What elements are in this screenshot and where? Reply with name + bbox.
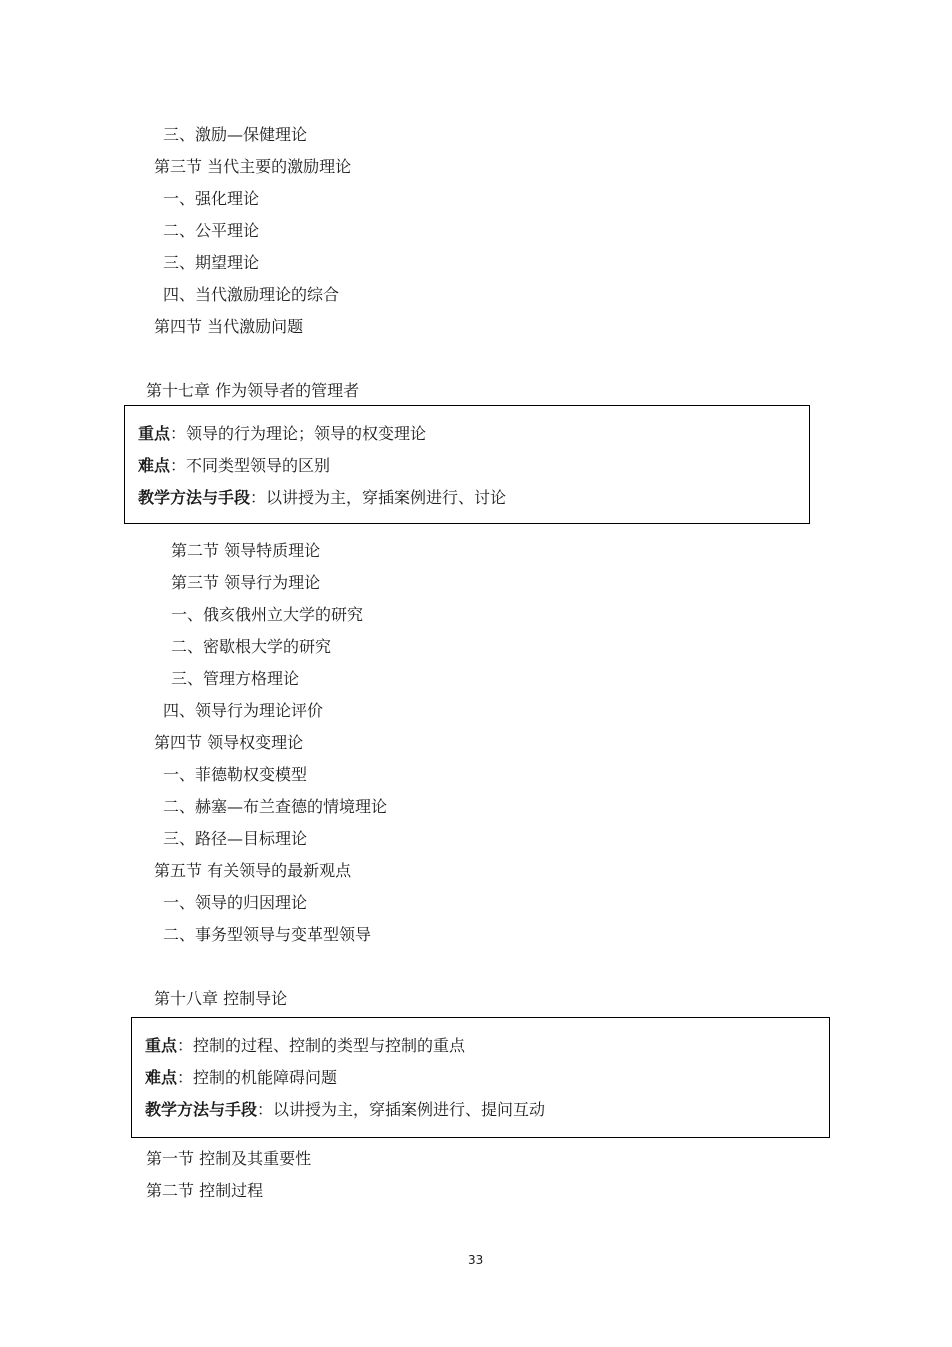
section-heading: 第一节 控制及其重要性 <box>146 1149 312 1168</box>
outline-item: 一、菲德勒权变模型 <box>163 765 308 784</box>
chapter-title: 第十八章 控制导论 <box>154 989 288 1008</box>
section-heading: 第三节 领导行为理论 <box>171 573 321 592</box>
key-label: 重点 <box>138 424 171 443</box>
key-text: ：领导的行为理论；领导的权变理论 <box>170 424 427 443</box>
outline-item: 二、赫塞—布兰查德的情境理论 <box>163 797 388 816</box>
outline-item: 二、密歇根大学的研究 <box>171 637 332 656</box>
section-heading: 第五节 有关领导的最新观点 <box>154 861 352 880</box>
difficult-label: 难点 <box>145 1068 178 1087</box>
difficult-text: ：不同类型领导的区别 <box>170 456 331 475</box>
teaching-method <box>138 488 506 508</box>
teaching-method <box>145 1100 545 1120</box>
section-heading: 第四节 当代激励问题 <box>154 317 304 336</box>
chapter18-summary-box <box>131 1017 830 1138</box>
page-number: 33 <box>468 1253 484 1267</box>
outline-item: 二、事务型领导与变革型领导 <box>163 925 372 944</box>
outline-item: 三、期望理论 <box>163 253 260 272</box>
difficult-label: 难点 <box>138 456 171 475</box>
outline-item: 一、强化理论 <box>163 189 260 208</box>
method-label: 教学方法与手段 <box>145 1100 258 1119</box>
section-heading: 第三节 当代主要的激励理论 <box>154 157 352 176</box>
section-heading: 第二节 领导特质理论 <box>171 541 321 560</box>
method-text: ：以讲授为主，穿插案例进行、提问互动 <box>257 1100 546 1119</box>
section-heading: 第二节 控制过程 <box>146 1181 264 1200</box>
key-label: 重点 <box>145 1036 178 1055</box>
key-points <box>138 424 426 444</box>
method-text: ：以讲授为主，穿插案例进行、讨论 <box>250 488 507 507</box>
key-text: ：控制的过程、控制的类型与控制的重点 <box>177 1036 466 1055</box>
chapter17-summary-box <box>124 405 810 524</box>
outline-item: 三、路径—目标理论 <box>163 829 308 848</box>
outline-item: 一、领导的归因理论 <box>163 893 308 912</box>
key-points <box>145 1036 465 1056</box>
outline-item: 三、管理方格理论 <box>171 669 300 688</box>
outline-item: 四、当代激励理论的综合 <box>163 285 340 304</box>
outline-item: 一、俄亥俄州立大学的研究 <box>171 605 364 624</box>
difficult-text: ：控制的机能障碍问题 <box>177 1068 338 1087</box>
outline-item: 二、公平理论 <box>163 221 260 240</box>
section-heading: 第四节 领导权变理论 <box>154 733 304 752</box>
difficult-points <box>138 456 330 476</box>
difficult-points <box>145 1068 337 1088</box>
outline-item: 四、领导行为理论评价 <box>163 701 324 720</box>
chapter-title: 第十七章 作为领导者的管理者 <box>146 381 360 400</box>
outline-item: 三、激励—保健理论 <box>163 125 308 144</box>
method-label: 教学方法与手段 <box>138 488 251 507</box>
